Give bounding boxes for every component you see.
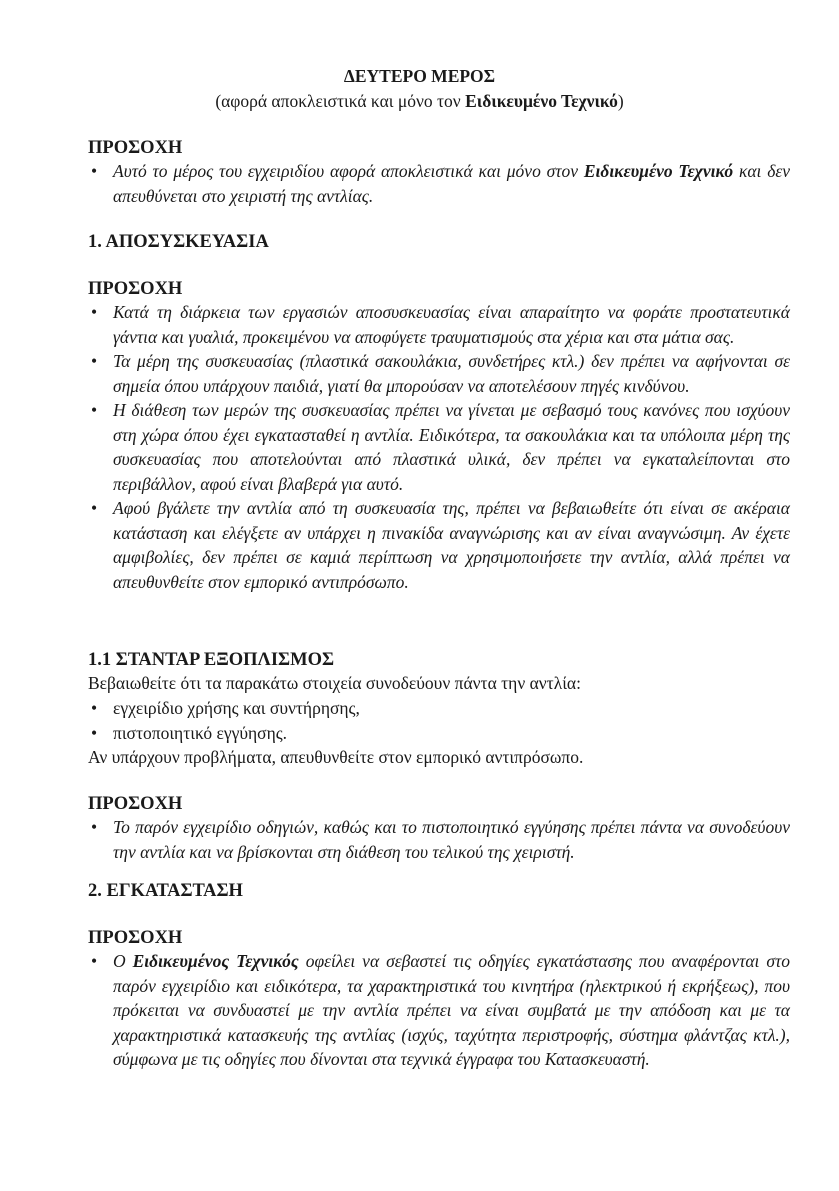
list-item: • πιστοποιητικό εγγύησης. <box>88 721 790 746</box>
section-heading-unpacking: 1. ΑΠΟΣΥΣΚΕΥΑΣΙΑ <box>88 232 269 252</box>
subtitle-text-pre: (αφορά αποκλειστικά και μόνο τον <box>215 91 466 111</box>
list-item-text-bold: Ειδικευμένο Τεχνικό <box>583 161 734 181</box>
standard-equipment-outro: Αν υπάρχουν προβλήματα, απευθυνθείτε στον εμπορικό αντιπρόσωπο. <box>88 747 584 767</box>
list-item-text-post: οφείλει να σεβαστεί τις οδηγίες εγκατάστασης που αναφέρονται στο παρόν εγχειρίδιο και ειδικότερα, τα χαρακτηριστικά του κινητήρα (ηλεκτρικού ή εκρήξεως), που πρόκειται να συνδυαστεί με την αντλία πρέπει να είναι συμβατά με την απόδοση και με τα χαρακτηριστικά κατασκευής της αντλίας (ισχύς, ταχύτητα περιστροφής, σύστημα φλάντζας κτλ.), σύμφωνα με τις οδηγίες που δίνονται στα τεχνικά έγγραφα του Κατασκευαστή. <box>113 951 790 1069</box>
caution-list-2 <box>88 815 790 864</box>
installation-caution-list <box>88 949 790 1072</box>
subtitle-text-bold: Ειδικευμένο Τεχνικό <box>465 91 618 111</box>
caution-list-1 <box>88 159 790 208</box>
list-item <box>88 949 790 1072</box>
list-item: • Η διάθεση των μερών της συσκευασίας πρέπει να γίνεται με σεβασμό τους κανόνες που ισχύουν στη χώρα όπου έχει εγκατασταθεί η αντλία. Ειδικότερα, τα σακουλάκια και τα υπόλοιπα μέρη της συσκευασίας που αποτελούνται από πλαστικά υλικά, δεν πρέπει να εγκαταλείπονται στο περιβάλλον, αφού είναι βλαβερά για αυτό. <box>88 398 790 496</box>
list-item: • Τα μέρη της συσκευασίας (πλαστικά σακουλάκια, συνδετήρες κτλ.) δεν πρέπει να αφήνονται σε σημεία όπου υπάρχουν παιδιά, γιατί θα μπορούσαν να αποτελέσουν πηγές κινδύνου. <box>88 349 790 398</box>
list-item-text-pre: Ο <box>113 951 133 971</box>
list-item-text-bold: Ειδικευμένος Τεχνικός <box>132 951 299 971</box>
caution-heading-installation: ΠΡΟΣΟΧΗ <box>88 928 183 948</box>
list-item: • Το παρόν εγχειρίδιο οδηγιών, καθώς και το πιστοποιητικό εγγύησης πρέπει πάντα να συνοδεύουν την αντλία και να βρίσκονται στη διάθεση του τελικού της χειριστή. <box>88 815 790 864</box>
caution-heading-unpacking: ΠΡΟΣΟΧΗ <box>88 279 183 299</box>
section-heading-standard-equipment: 1.1 ΣΤΑΝΤΑΡ ΕΞΟΠΛΙΣΜΟΣ <box>88 650 335 670</box>
list-item-text-post: και δεν απευθύνεται στο χειριστή της αντλίας. <box>113 161 790 206</box>
page-title: ΔΕΥΤΕΡΟ ΜΕΡΟΣ <box>343 66 496 86</box>
list-item: • εγχειρίδιο χρήσης και συντήρησης, <box>88 696 790 721</box>
list-item-text-pre: Αυτό το μέρος του εγχειριδίου αφορά αποκλειστικά και μόνο στον <box>113 161 584 181</box>
standard-equipment-list <box>88 696 790 745</box>
caution-heading-1: ΠΡΟΣΟΧΗ <box>88 138 183 158</box>
caution-heading-2: ΠΡΟΣΟΧΗ <box>88 794 183 814</box>
subtitle-text-post: ) <box>617 91 624 111</box>
list-item: • Αφού βγάλετε την αντλία από τη συσκευασία της, πρέπει να βεβαιωθείτε ότι είναι σε ακέραια κατάσταση και ελέγξετε αν υπάρχει η πινακίδα αναγνώρισης και αν είναι αναγνώσιμη. Αν έχετε αμφιβολίες, δεν πρέπει σε καμιά περίπτωση να χρησιμοποιήσετε την αντλία, αλλά πρέπει να απευθυνθείτε στον εμπορικό αντιπρόσωπο. <box>88 496 790 594</box>
unpacking-caution-list <box>88 300 790 594</box>
list-item <box>88 159 790 208</box>
list-item: • Κατά τη διάρκεια των εργασιών αποσυσκευασίας είναι απαραίτητο να φοράτε προστατευτικά γάντια και γυαλιά, προκειμένου να αποφύγετε τραυματισμούς στα χέρια και στα μάτια σας. <box>88 300 790 349</box>
section-heading-installation: 2. ΕΓΚΑΤΑΣΤΑΣΗ <box>88 881 243 901</box>
standard-equipment-intro: Βεβαιωθείτε ότι τα παρακάτω στοιχεία συνοδεύουν πάντα την αντλία: <box>88 673 581 693</box>
page-subtitle <box>0 89 839 114</box>
